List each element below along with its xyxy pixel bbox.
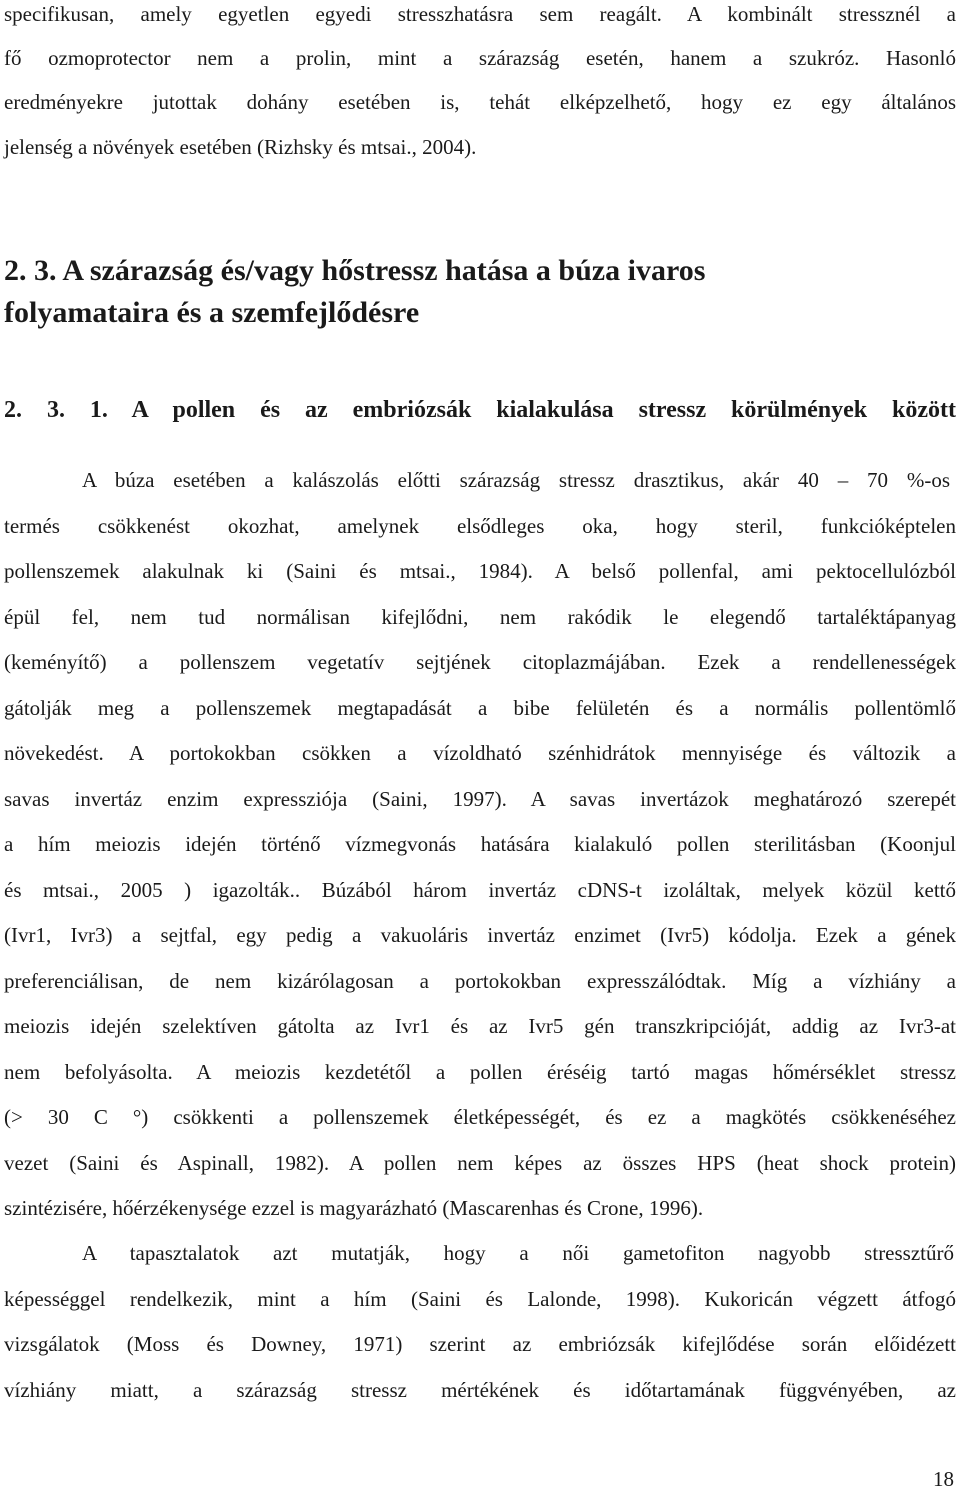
- section-heading-line-2: folyamataira és a szemfejlődésre: [4, 296, 420, 329]
- paragraph1-line-10: és mtsai., 2005 ) igazolták.. Búzából három invertáz cDNS-t izoláltak, melyek közül kettő: [4, 878, 956, 902]
- paragraph2-line-2: képességgel rendelkezik, mint a hím (Saini és Lalonde, 1998). Kukoricán végzett átfogó: [4, 1287, 956, 1311]
- page-number: 18: [933, 1467, 954, 1491]
- paragraph1-line-11: (Ivr1, Ivr3) a sejtfal, egy pedig a vakuoláris invertáz enzimet (Ivr5) kódolja. Ezek a gének: [4, 923, 956, 947]
- paragraph1-line-14: nem befolyásolta. A meiozis kezdetétől a pollen éréséig tartó magas hőmérséklet stressz: [4, 1060, 956, 1084]
- paragraph1-line-9: a hím meiozis idején történő vízmegvonás hatására kialakuló pollen sterilitásban (Koonjul: [4, 832, 956, 856]
- paragraph1-line-17: szintézisére, hőérzékenysége ezzel is magyarázható (Mascarenhas és Crone, 1996).: [4, 1196, 704, 1220]
- paragraph2-line-3: vizsgálatok (Moss és Downey, 1971) szerint az embriózsák kifejlődése során előidézett: [4, 1332, 956, 1356]
- paragraph1-line-7: növekedést. A portokokban csökken a vízoldható szénhidrátok mennyisége és változik a: [4, 741, 956, 765]
- paragraph2-line-4: vízhiány miatt, a szárazság stressz mértékének és időtartamának függvényében, az: [4, 1378, 956, 1402]
- paragraph1-line-2: termés csökkenést okozhat, amelynek elsődleges oka, hogy steril, funkcióképtelen: [4, 514, 956, 538]
- paragraph1-line-5: (keményítő) a pollenszem vegetatív sejtjének citoplazmájában. Ezek a rendellenességek: [4, 650, 956, 674]
- paragraph1-line-12: preferenciálisan, de nem kizárólagosan a portokokban expresszálódtak. Míg a vízhiány a: [4, 969, 956, 993]
- paragraph1-line-8: savas invertáz enzim expressziója (Saini, 1997). A savas invertázok meghatározó szerepét: [4, 787, 956, 811]
- paragraph1-line-13: meiozis idején szelektíven gátolta az Ivr1 és az Ivr5 gén transzkripcióját, addig az Ivr3-at: [4, 1014, 956, 1038]
- intro-line-3: eredményekre jutottak dohány esetében is, tehát elképzelhető, hogy ez egy általános: [4, 90, 956, 114]
- paragraph2-line-1: A tapasztalatok azt mutatják, hogy a női gametofiton nagyobb stressztűrő: [82, 1241, 954, 1265]
- section-heading-line-1: 2. 3. A szárazság és/vagy hőstressz hatása a búza ivaros: [4, 254, 706, 287]
- intro-line-1: specifikusan, amely egyetlen egyedi stresszhatásra sem reagált. A kombinált stressznél a: [4, 2, 956, 26]
- paragraph1-line-4: épül fel, nem tud normálisan kifejlődni, nem rakódik le elegendő tartaléktápanyag: [4, 605, 956, 629]
- paragraph1-line-6: gátolják meg a pollenszemek megtapadását a bibe felületén és a normális pollentömlő: [4, 696, 956, 720]
- subsection-heading: 2. 3. 1. A pollen és az embriózsák kialakulása stressz körülmények között: [4, 397, 956, 423]
- paragraph1-line-16: vezet (Saini és Aspinall, 1982). A pollen nem képes az összes HPS (heat shock protein): [4, 1151, 956, 1175]
- paragraph1-line-3: pollenszemek alakulnak ki (Saini és mtsai., 1984). A belső pollenfal, ami pektocellulózból: [4, 559, 956, 583]
- paragraph1-line-1: A búza esetében a kalászolás előtti szárazság stressz drasztikus, akár 40 – 70 %-os: [82, 468, 950, 492]
- intro-line-4: jelenség a növények esetében (Rizhsky és mtsai., 2004).: [4, 135, 477, 159]
- intro-line-2: fő ozmoprotector nem a prolin, mint a szárazság esetén, hanem a szukróz. Hasonló: [4, 46, 956, 70]
- paragraph1-line-15: (> 30 C °) csökkenti a pollenszemek életképességét, és ez a magkötés csökkenéséhez: [4, 1105, 956, 1129]
